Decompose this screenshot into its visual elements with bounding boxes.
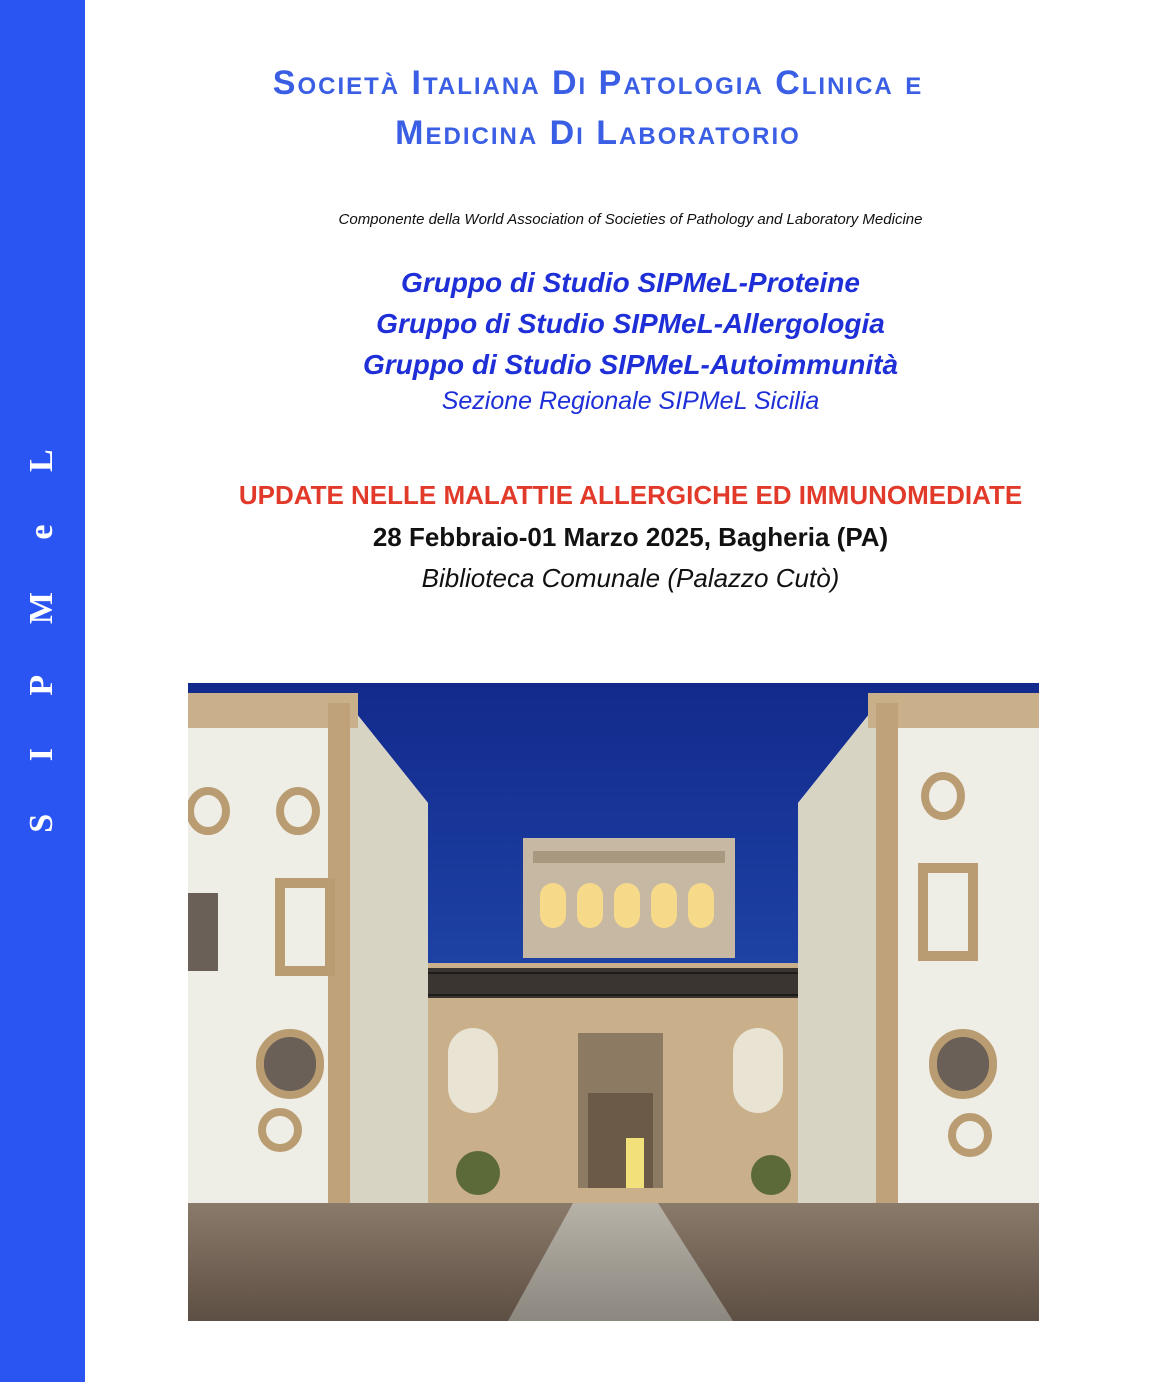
- event-dates-location: 28 Febbraio-01 Marzo 2025, Bagheria (PA): [372, 522, 889, 552]
- sidebar-label: S I P M e L: [23, 427, 60, 833]
- society-title-line1: Società Italiana Di Patologia Clinica e: [272, 64, 924, 102]
- society-title: [130, 58, 1066, 158]
- group-autoimmunita: Gruppo di Studio SIPMeL-Autoimmunità: [362, 349, 899, 380]
- event-venue: Biblioteca Comunale (Palazzo Cutò): [421, 563, 840, 593]
- society-title-line2: Medicina Di Laboratorio: [395, 114, 801, 152]
- event-title: UPDATE NELLE MALATTIE ALLERGICHE ED IMMUNOMEDIATE: [238, 480, 1023, 510]
- sidebar-band: [0, 0, 85, 1382]
- palazzo-photo: [188, 683, 1039, 1321]
- group-allergologia: Gruppo di Studio SIPMeL-Allergologia: [376, 308, 885, 339]
- component-note: Componente della World Association of Societies of Pathology and Laboratory Medicine: [338, 211, 923, 228]
- group-proteine: Gruppo di Studio SIPMeL-Proteine: [401, 267, 860, 298]
- regional-section: Sezione Regionale SIPMeL Sicilia: [441, 387, 820, 415]
